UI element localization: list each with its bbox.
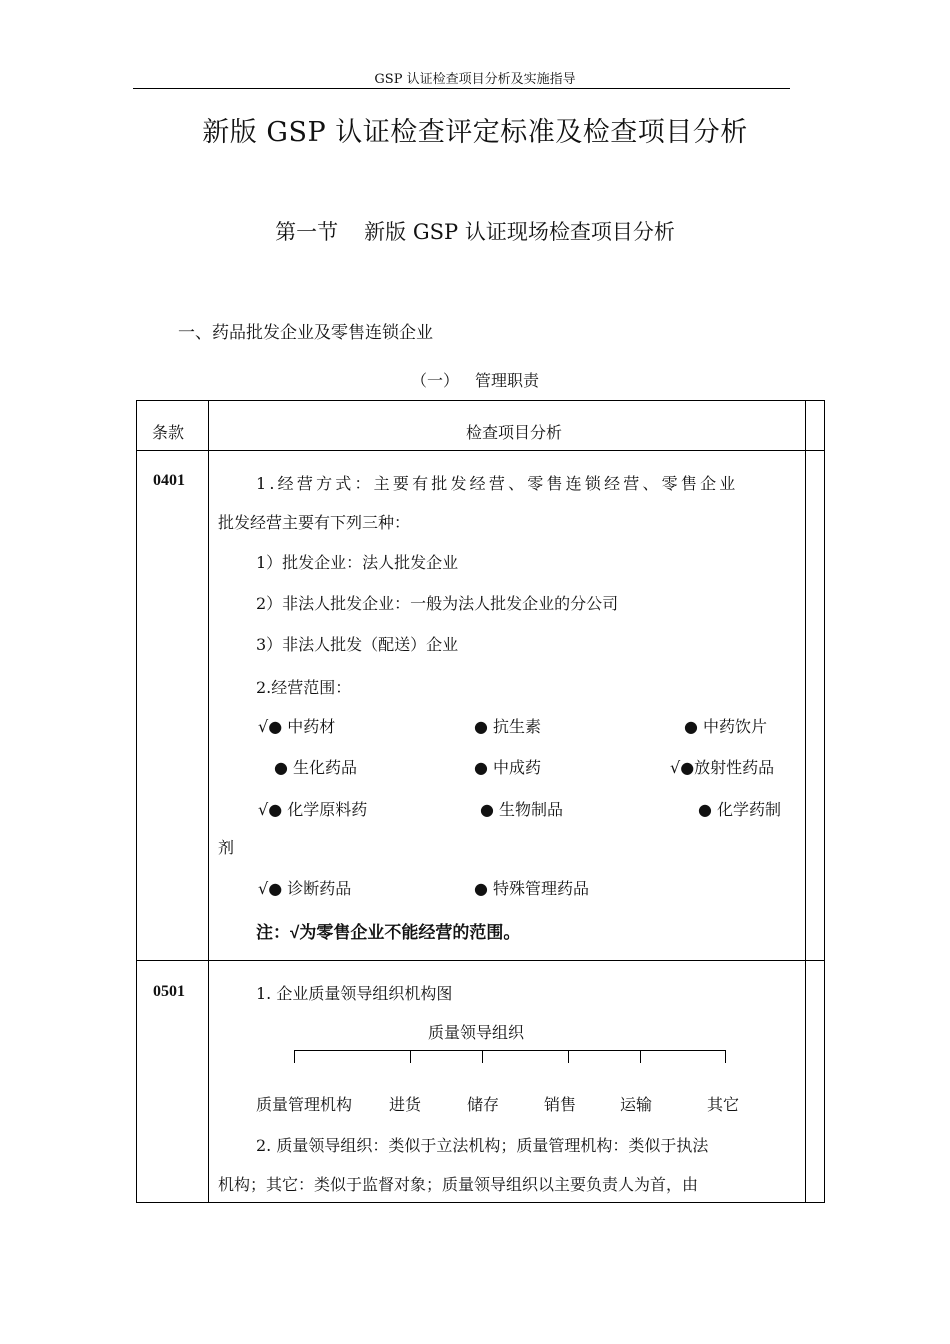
org-chart-node: 销售 [544,1095,577,1114]
scope-note: 注：√为零售企业不能经营的范围。 [256,923,521,942]
section-heading [0,216,950,246]
org-chart-tick [640,1050,641,1063]
org-chart-tick [725,1050,726,1063]
org-chart-node: 其它 [707,1095,740,1114]
org-chart-node: 运输 [620,1095,653,1114]
scope-title: 2.经营范围： [256,678,352,697]
org-chart-tick [410,1050,411,1063]
org-chart-node: 质量管理机构 [256,1095,353,1114]
scope-item-wrap: 剂 [218,838,235,857]
table-header-border [136,450,825,451]
header-clause: 条款 [152,423,185,442]
subsection-title: 管理职责 [475,371,540,390]
org-chart-tick [294,1050,295,1063]
scope-item: ● 化学药制 [698,800,782,819]
operation-mode-line: 1.经营方式：主要有批发经营、零售连锁经营、零售企业 [256,474,739,493]
header-analysis: 检查项目分析 [466,423,563,442]
scope-item: ● 中药饮片 [684,717,768,736]
clause-code: 0401 [153,472,185,489]
org-chart-caption: 1. 企业质量领导组织机构图 [256,984,453,1003]
scope-item: ● 生物制品 [480,800,564,819]
org-chart-tick [482,1050,483,1063]
quality-org-paragraph-2: 机构；其它：类似于监督对象；质量领导组织以主要负责人为首，由 [218,1175,699,1194]
org-chart-node: 进货 [389,1095,422,1114]
org-chart-root: 质量领导组织 [428,1023,525,1042]
part-heading: 一、药品批发企业及零售连锁企业 [178,323,433,343]
table-bottom-border [136,1202,825,1203]
section-title: 新版 GSP 认证现场检查项目分析 [364,220,675,244]
scope-item: √● 化学原料药 [258,800,368,819]
document-title: 新版 GSP 认证检查评定标准及检查项目分析 [202,117,748,148]
list-item: 1）批发企业：法人批发企业 [256,553,459,572]
table-column-divider [208,400,209,1202]
scope-item: ● 中成药 [474,758,542,777]
scope-item: ● 生化药品 [274,758,358,777]
running-header: GSP 认证检查项目分析及实施指导 [374,72,576,87]
table-row-border [136,960,825,961]
table-top-border [136,400,825,401]
org-chart-node: 储存 [467,1095,500,1114]
subsection-number: （一） [410,371,459,390]
org-chart-tick [568,1050,569,1063]
quality-org-paragraph: 2. 质量领导组织：类似于立法机构；质量管理机构：类似于执法 [256,1136,709,1155]
scope-item: ● 抗生素 [474,717,542,736]
scope-item: √● 诊断药品 [258,879,352,898]
clause-code: 0501 [153,983,185,1000]
table-right-border [824,400,825,1202]
subsection-heading [0,368,950,391]
table-right-divider [805,400,806,1202]
operation-mode-line-2: 批发经营主要有下列三种： [218,513,411,532]
header-rule [133,88,790,89]
scope-item: ● 特殊管理药品 [474,879,590,898]
list-item: 3）非法人批发（配送）企业 [256,635,459,654]
scope-item: √● 中药材 [258,717,336,736]
org-chart-bar [294,1050,726,1051]
table-left-border [136,400,137,1202]
section-number: 第一节 [275,220,339,244]
scope-item: √●放射性药品 [670,758,775,777]
list-item: 2）非法人批发企业：一般为法人批发企业的分公司 [256,594,619,613]
